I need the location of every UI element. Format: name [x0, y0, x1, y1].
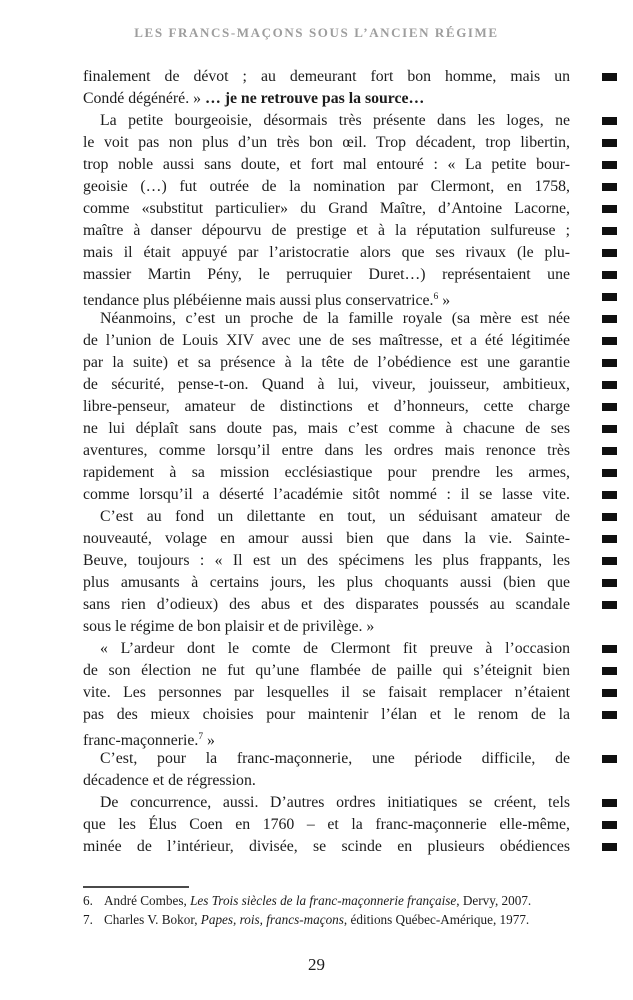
text-segment: sans rien d’odieux) des abus et des disparates poussés au scandale [83, 596, 570, 613]
text-line [83, 506, 570, 528]
text-segment: Beuve, toujours : « Il est un des spécimens les plus frappants, les [83, 552, 570, 569]
text-line [83, 396, 570, 418]
text-segment: de l’union de Louis XIV avec une de ses maîtresse, et a été légitimée [83, 332, 570, 349]
text-segment: maître à danser dépourvu de prestige et à la réputation sulfureuse ; [83, 222, 570, 239]
text-segment: ne lui déplaît sans doute pas, mais c’est comme à chacune de ses [83, 420, 570, 437]
text-line [83, 440, 570, 462]
text-segment: Condé dégénéré. » [83, 90, 205, 107]
text-line [83, 286, 570, 308]
footnote-number: 6. [83, 893, 93, 908]
line-end-mark [602, 579, 617, 587]
text-line [83, 66, 570, 88]
text-line [83, 550, 570, 572]
line-end-mark [602, 117, 617, 125]
running-header: LES FRANCS-MAÇONS SOUS L’ANCIEN RÉGIME [134, 25, 499, 40]
text-line [83, 704, 570, 726]
line-end-mark [602, 139, 617, 147]
line-end-mark [602, 293, 617, 301]
text-segment: vite. Les personnes par lesquelles il se faisait remplacer n’étaient [83, 684, 570, 701]
text-segment: par la suite) et sa présence à la tête de l’obédience est une garantie [83, 354, 570, 371]
text-line [83, 220, 570, 242]
line-end-mark [602, 315, 617, 323]
text-segment: tendance plus plébéienne mais aussi plus conservatrice. [83, 292, 434, 309]
footnote-text-segment: , éditions Québec-Amérique, 1977. [343, 911, 530, 927]
text-segment: « L’ardeur dont le comte de Clermont fit preuve à l’occasion [100, 640, 570, 657]
text-line [83, 484, 570, 506]
text-segment: le voit pas non plus d’un très bon œil. Trop décadent, trop libertin, [83, 134, 570, 151]
line-end-mark [602, 513, 617, 521]
line-end-mark [602, 843, 617, 851]
footnote-text-segment: Les Trois siècles de la franc-maçonnerie française [190, 893, 457, 908]
text-segment: La petite bourgeoisie, désormais très présente dans les loges, ne [100, 112, 570, 129]
footnote-number: 7. [83, 911, 93, 927]
text-line [83, 682, 570, 704]
footnote [83, 911, 583, 930]
line-end-mark [602, 73, 617, 81]
text-line [83, 308, 570, 330]
text-line [83, 462, 570, 484]
line-end-mark [602, 359, 617, 367]
text-segment: aventures, comme lorsqu’il entre dans les ordres mais renonce très [83, 442, 570, 459]
text-line [83, 242, 570, 264]
text-segment: C’est au fond un dilettante en tout, un séduisant amateur de [100, 508, 570, 525]
line-end-mark [602, 821, 617, 829]
footnote-reference: 6 [433, 292, 439, 302]
text-segment: que les Élus Coen en 1760 – et la franc-maçonnerie elle-même, [83, 816, 570, 833]
line-end-mark [602, 535, 617, 543]
text-segment: franc-maçonnerie. [83, 732, 199, 749]
footnote-text-segment: Charles V. Bokor, [104, 911, 201, 927]
line-end-mark [602, 227, 617, 235]
text-segment: massier Martin Pény, le perruquier Duret…) représentaient une [83, 266, 570, 283]
line-end-mark [602, 469, 617, 477]
line-end-mark [602, 491, 617, 499]
line-end-mark [602, 425, 617, 433]
text-line [83, 616, 570, 638]
line-end-mark [602, 337, 617, 345]
text-line [83, 110, 570, 132]
text-segment: plus amusants à certains jours, les plus choquants aussi (bien que [83, 574, 570, 591]
footnote-reference: 7 [198, 732, 204, 742]
text-segment: comme «substitut particulier» du Grand Maître, d’Antoine Lacorne, [83, 200, 570, 217]
footnote-separator-rule [83, 886, 189, 888]
footnote-text-segment: Papes, rois, francs-maçons [200, 911, 344, 927]
line-end-mark [602, 183, 617, 191]
text-segment: trop noble aussi sans doute, et fort mal entouré : « La petite bour- [83, 156, 570, 173]
text-line [83, 352, 570, 374]
text-line [83, 572, 570, 594]
text-line [83, 748, 570, 770]
line-end-mark [602, 249, 617, 257]
line-end-mark [602, 447, 617, 455]
text-line [83, 264, 570, 286]
footnote-text-segment: André Combes, [104, 893, 191, 908]
body-column [83, 66, 570, 858]
text-line [83, 154, 570, 176]
line-end-mark [602, 689, 617, 697]
line-end-mark [602, 711, 617, 719]
text-segment: » [203, 732, 215, 749]
text-segment: mais il était appuyé par l’aristocratie alors que ses rivaux (le plu- [83, 244, 570, 261]
text-line [83, 132, 570, 154]
text-segment: nouveauté, volage en amour aussi bien que dans la vie. Sainte- [83, 530, 570, 547]
line-end-mark [602, 381, 617, 389]
line-end-mark [602, 755, 617, 763]
text-segment: pas des mieux choisies pour maintenir l’élan et le renom de la [83, 706, 570, 723]
text-line [83, 814, 570, 836]
text-line [83, 594, 570, 616]
text-segment: » [438, 292, 451, 309]
text-segment: rapidement à sa mission ecclésiastique pour prendre les armes, [83, 464, 570, 481]
text-line [83, 176, 570, 198]
page-number: 29 [308, 955, 325, 974]
text-segment: décadence et de régression. [83, 772, 256, 789]
line-end-mark [602, 557, 617, 565]
text-segment: libre-penseur, amateur de distinctions et d’honneurs, cette charge [83, 398, 570, 415]
line-end-mark [602, 799, 617, 807]
text-segment: comme lorsqu’il a déserté l’académie sitôt nommé : il se lasse vite. [83, 486, 570, 503]
footnote [83, 892, 583, 911]
line-end-mark [602, 601, 617, 609]
text-line [83, 836, 570, 858]
text-segment: Néanmoins, c’est un proche de la famille royale (sa mère est née [100, 310, 570, 327]
text-segment: minée de l’intérieur, divisée, se scinde en plusieurs obédiences [83, 838, 570, 855]
text-line [83, 330, 570, 352]
text-segment: geoisie (…) fut outrée de la nomination par Clermont, en 1758, [83, 178, 570, 195]
text-segment: finalement de dévot ; au demeurant fort bon homme, mais un [83, 68, 570, 85]
text-line [83, 770, 570, 792]
line-end-mark [602, 645, 617, 653]
text-line [83, 198, 570, 220]
text-segment: C’est, pour la franc-maçonnerie, une période difficile, de [100, 750, 570, 767]
line-end-mark [602, 161, 617, 169]
text-line [83, 418, 570, 440]
text-line [83, 374, 570, 396]
text-line [83, 660, 570, 682]
line-end-mark [602, 205, 617, 213]
line-end-mark [602, 667, 617, 675]
text-line [83, 792, 570, 814]
footnotes-block [83, 892, 583, 929]
footnote-text-segment: , Dervy, 2007. [456, 893, 532, 908]
text-line [83, 528, 570, 550]
text-segment: De concurrence, aussi. D’autres ordres initiatiques se créent, tels [100, 794, 570, 811]
line-end-mark [602, 403, 617, 411]
text-segment: sous le régime de bon plaisir et de privilège. » [83, 618, 375, 635]
text-segment: de son élection ne fut qu’une flambée de paille qui s’éteignit bien [83, 662, 570, 679]
text-line [83, 638, 570, 660]
text-segment: de sécurité, pense-t-on. Quand à lui, viveur, jouisseur, ambitieux, [83, 376, 570, 393]
text-line [83, 88, 570, 110]
text-line [83, 726, 570, 748]
line-end-mark [602, 271, 617, 279]
text-segment: … je ne retrouve pas la source… [204, 90, 425, 107]
